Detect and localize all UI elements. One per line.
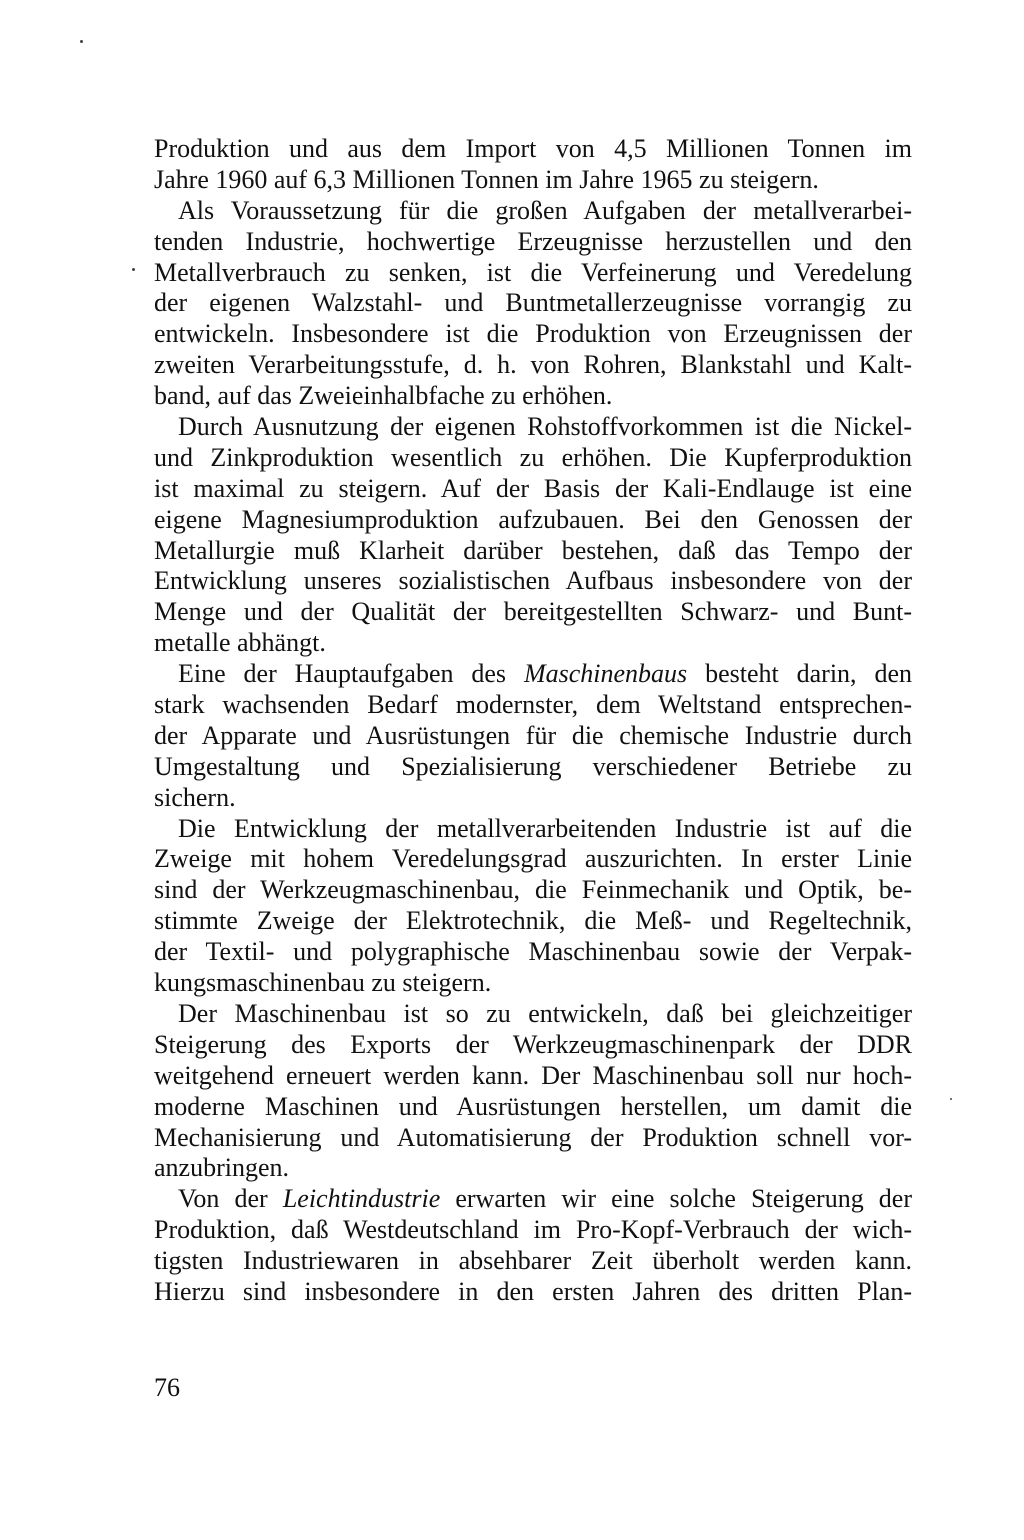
text-line: tigsten Industriewaren in absehbarer Zeit überholt werden kann.	[154, 1246, 912, 1276]
scan-speck	[132, 268, 135, 271]
emphasized-term: Leichtindustrie	[282, 1184, 441, 1214]
text-line: Jahre 1960 auf 6,3 Millionen Tonnen im Jahre 1965 zu steigern.	[154, 164, 819, 194]
text-line: Zweige mit hohem Veredelungsgrad auszurichten. In erster Linie	[154, 844, 912, 874]
text-line: Mechanisierung und Automatisierung der Produktion schnell vor-	[154, 1122, 912, 1152]
text-line: Metallurgie muß Klarheit darüber bestehen, daß das Tempo der	[154, 535, 912, 565]
text-line: Die Entwicklung der metallverarbeitenden Industrie ist auf die	[178, 813, 912, 843]
text-line: Steigerung des Exports der Werkzeugmaschinenpark der DDR	[154, 1029, 912, 1059]
page-number: 76	[154, 1373, 180, 1402]
text-line: Menge und der Qualität der bereitgestellten Schwarz- und Bunt-	[154, 597, 912, 627]
text-line: sind der Werkzeugmaschinenbau, die Feinmechanik und Optik, be-	[154, 875, 912, 905]
scan-speck	[80, 40, 83, 43]
text-line: der eigenen Walzstahl- und Buntmetallerzeugnisse vorrangig zu	[154, 288, 912, 318]
text-line: Der Maschinenbau ist so zu entwickeln, daß bei gleichzeitiger	[178, 998, 912, 1028]
text-line: Umgestaltung und Spezialisierung verschiedener Betriebe zu	[154, 751, 912, 781]
text-line: Entwicklung unseres sozialistischen Aufbaus insbesondere von der	[154, 566, 912, 596]
text-line: Metallverbrauch zu senken, ist die Verfeinerung und Veredelung	[154, 257, 912, 287]
text-line: Hierzu sind insbesondere in den ersten Jahren des dritten Plan-	[154, 1276, 912, 1306]
text-line: kungsmaschinenbau zu steigern.	[154, 968, 492, 998]
text-line: Produktion und aus dem Import von 4,5 Millionen Tonnen im	[154, 134, 912, 163]
text-line: moderne Maschinen und Ausrüstungen herstellen, um damit die	[154, 1091, 912, 1121]
text-line: anzubringen.	[154, 1153, 290, 1183]
text-line: Produktion, daß Westdeutschland im Pro-Kopf-Verbrauch der wich-	[154, 1215, 912, 1245]
text-line: stark wachsenden Bedarf modernster, dem Weltstand entsprechen-	[154, 690, 912, 720]
text-line: Als Voraussetzung für die großen Aufgaben der metallverarbei-	[178, 195, 912, 225]
text-line: und Zinkproduktion wesentlich zu erhöhen. Die Kupferproduktion	[154, 442, 912, 472]
text-line: band, auf das Zweieinhalbfache zu erhöhen.	[154, 381, 613, 411]
text-line: metalle abhängt.	[154, 628, 326, 658]
text-line: tenden Industrie, hochwertige Erzeugnisse herzustellen und den	[154, 226, 912, 256]
text-line: Durch Ausnutzung der eigenen Rohstoffvorkommen ist die Nickel-	[178, 412, 912, 442]
text-line: weitgehend erneuert werden kann. Der Maschinenbau soll nur hoch-	[154, 1060, 912, 1090]
scan-speck	[950, 1098, 952, 1100]
emphasized-term: Maschinenbaus	[523, 659, 688, 689]
text-line: sichern.	[154, 782, 236, 812]
text-line: der Textil- und polygraphische Maschinenbau sowie der Verpak-	[154, 937, 912, 967]
text-line: Von der Leichtindustrie erwarten wir eine solche Steigerung der	[178, 1184, 913, 1214]
text-line: zweiten Verarbeitungsstufe, d. h. von Rohren, Blankstahl und Kalt-	[154, 350, 912, 380]
text-line: der Apparate und Ausrüstungen für die chemische Industrie durch	[154, 720, 912, 750]
body-text	[154, 134, 912, 1308]
text-line: ist maximal zu steigern. Auf der Basis der Kali-Endlauge ist eine	[154, 473, 912, 503]
text-line: eigene Magnesiumproduktion aufzubauen. Bei den Genossen der	[154, 504, 912, 534]
text-line: entwickeln. Insbesondere ist die Produktion von Erzeugnissen der	[154, 319, 912, 349]
text-line: Eine der Hauptaufgaben des Maschinenbaus besteht darin, den	[178, 659, 913, 689]
text-line: stimmte Zweige der Elektrotechnik, die Meß- und Regeltechnik,	[154, 906, 912, 936]
